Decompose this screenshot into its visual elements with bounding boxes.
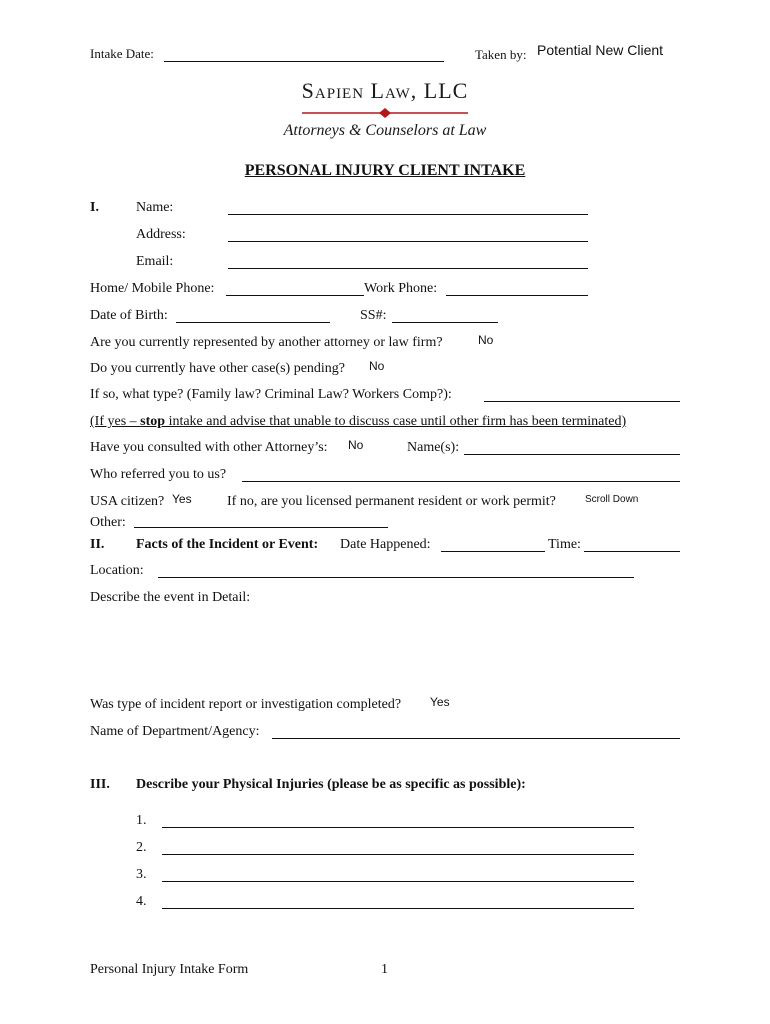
dob-label: Date of Birth: [90,308,168,323]
home-phone-label: Home/ Mobile Phone: [90,281,215,296]
event-detail-area[interactable] [90,610,680,690]
pending-question: Do you currently have other case(s) pending? [90,361,346,376]
notice-prefix: (If yes – [90,414,141,429]
firm-name: Sapien Law, LLC [301,78,469,103]
intake-date-field[interactable] [164,61,444,62]
notice-stop: stop [140,414,166,429]
notice-suffix: intake and advise that unable to discuss case until other firm has been terminated) [165,414,627,429]
section-2-numeral: II. [90,537,105,552]
ss-label: SS#: [360,308,387,323]
footer-form-name: Personal Injury Intake Form [90,962,249,977]
name-field[interactable] [228,214,588,215]
injury-item-number: 4. [136,894,147,909]
email-label: Email: [136,254,174,269]
consulted-question: Have you consulted with other Attorney’s: [90,440,328,455]
injury-field-4[interactable] [162,908,634,909]
section-3-heading: Describe your Physical Injuries (please be as specific as possible): [136,777,526,792]
section-3-numeral: III. [90,777,110,792]
pending-answer[interactable]: No [369,359,385,373]
other-field[interactable] [134,527,388,528]
report-answer[interactable]: Yes [430,695,450,709]
injury-item-number: 3. [136,867,147,882]
department-field[interactable] [272,738,680,739]
email-field[interactable] [228,268,588,269]
represented-question: Are you currently represented by another attorney or law firm? [90,335,443,350]
stop-intake-notice [90,414,626,430]
citizen-question: USA citizen? [90,494,165,509]
firm-tagline: Attorneys & Counselors at Law [283,122,487,139]
citizen-answer[interactable]: Yes [172,492,192,506]
department-label: Name of Department/Agency: [90,724,260,739]
logo-divider-ornament [300,106,470,120]
case-type-field[interactable] [484,401,680,402]
referred-question: Who referred you to us? [90,467,227,482]
intake-date-label: Intake Date: [90,46,154,61]
date-happened-field[interactable] [441,551,545,552]
section-1-numeral: I. [90,200,99,215]
case-type-question: If so, what type? (Family law? Criminal Law? Workers Comp?): [90,387,452,402]
describe-event-label: Describe the event in Detail: [90,590,251,605]
names-field[interactable] [464,454,680,455]
injury-field-1[interactable] [162,827,634,828]
permit-answer[interactable]: Scroll Down [585,494,639,505]
home-phone-field[interactable] [226,295,364,296]
time-label: Time: [548,537,581,552]
footer-page-number: 1 [381,962,388,977]
work-phone-label: Work Phone: [364,281,438,296]
ss-field[interactable] [392,322,498,323]
taken-by-label: Taken by: [475,47,527,62]
location-label: Location: [90,563,144,578]
consulted-answer[interactable]: No [348,438,364,452]
injury-item-number: 2. [136,840,147,855]
firm-logo [0,78,770,104]
time-field[interactable] [584,551,680,552]
date-happened-label: Date Happened: [340,537,431,552]
other-label: Other: [90,515,126,530]
address-field[interactable] [228,241,588,242]
work-phone-field[interactable] [446,295,588,296]
report-question: Was type of incident report or investigation completed? [90,697,402,712]
name-label: Name: [136,200,174,215]
permit-question: If no, are you licensed permanent resident or work permit? [227,494,556,509]
section-2-heading: Facts of the Incident or Event: [136,537,319,552]
injury-field-3[interactable] [162,881,634,882]
injury-field-2[interactable] [162,854,634,855]
taken-by-value[interactable]: Potential New Client [537,42,664,58]
address-label: Address: [136,227,186,242]
injury-item-number: 1. [136,813,147,828]
form-title: PERSONAL INJURY CLIENT INTAKE [244,162,526,179]
referred-field[interactable] [242,481,680,482]
dob-field[interactable] [176,322,330,323]
represented-answer[interactable]: No [478,333,494,347]
names-label: Name(s): [407,440,460,455]
location-field[interactable] [158,577,634,578]
